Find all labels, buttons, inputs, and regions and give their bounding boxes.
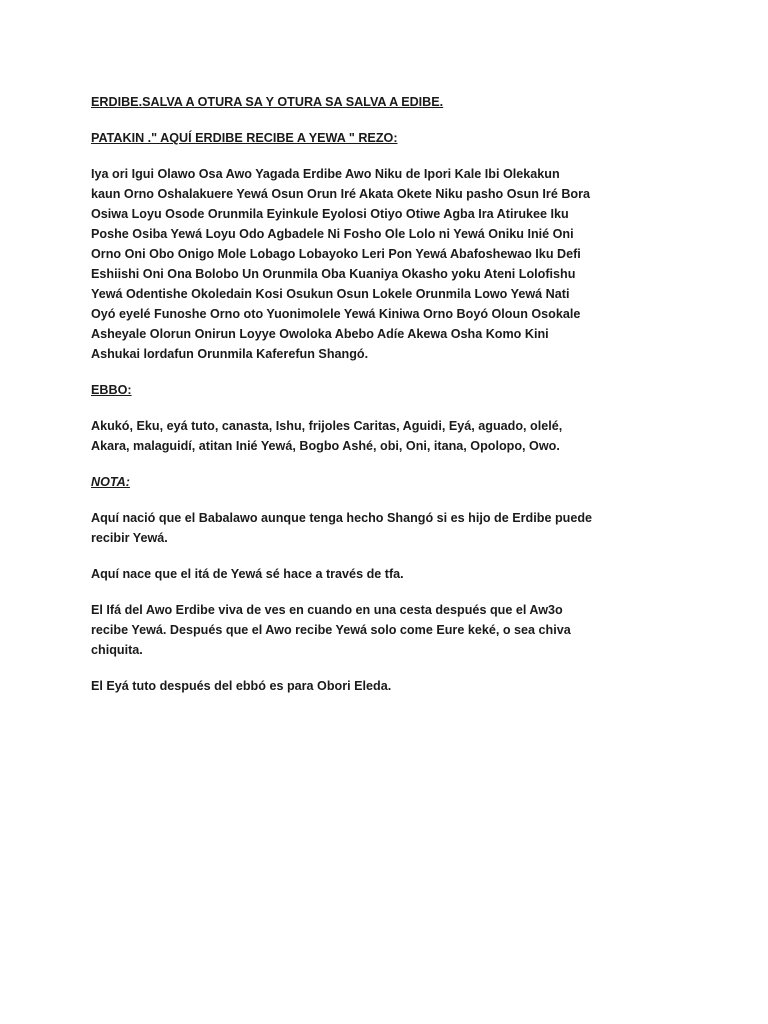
patakin-heading: PATAKIN ." AQUÍ ERDIBE RECIBE A YEWA " REZO: [91,131,398,145]
ebbo-line: Akara, malaguidí, atitan Inié Yewá, Bogbo Ashé, obi, Oni, itana, Opolopo, Owo. [91,439,560,453]
rezo-line: Eshiishi Oni Ona Bolobo Un Orunmila Oba Kuaniya Okasho yoku Ateni Lolofishu [91,267,576,281]
rezo-paragraph [91,164,691,364]
document-page [91,92,691,712]
nota-heading: NOTA: [91,475,130,489]
nota-line: chiquita. [91,643,143,657]
rezo-line: Asheyale Olorun Onirun Loyye Owoloka Abebo Adíe Akewa Osha Komo Kini [91,327,549,341]
rezo-line: Orno Oni Obo Onigo Mole Lobago Lobayoko Leri Pon Yewá Abafoshewao Iku Defi [91,247,581,261]
nota-line: Aquí nació que el Babalawo aunque tenga hecho Shangó si es hijo de Erdibe puede [91,511,593,525]
nota-paragraph [91,508,691,548]
rezo-line: Oyó eyelé Funoshe Orno oto Yuonimolele Yewá Kiniwa Orno Boyó Oloun Osokale [91,307,581,321]
ebbo-line: Akukó, Eku, eyá tuto, canasta, Ishu, frijoles Caritas, Aguidi, Eyá, aguado, olelé, [91,419,563,433]
nota-paragraph [91,676,691,696]
ebbo-heading: EBBO: [91,383,132,397]
rezo-line: kaun Orno Oshalakuere Yewá Osun Orun Iré Akata Okete Niku pasho Osun Iré Bora [91,187,591,201]
nota-line: recibir Yewá. [91,531,168,545]
rezo-line: Iya ori Igui Olawo Osa Awo Yagada Erdibe Awo Niku de Ipori Kale Ibi Olekakun [91,167,560,181]
ebbo-paragraph [91,416,691,456]
document-title: ERDIBE.SALVA A OTURA SA Y OTURA SA SALVA A EDIBE. [91,95,444,109]
nota-line: El Ifá del Awo Erdibe viva de ves en cuando en una cesta después que el Aw3o [91,603,563,617]
nota-line: El Eyá tuto después del ebbó es para Obori Eleda. [91,679,392,693]
rezo-line: Poshe Osiba Yewá Loyu Odo Agbadele Ni Fosho Ole Lolo ni Yewá Oniku Inié Oni [91,227,574,241]
rezo-line: Osiwa Loyu Osode Orunmila Eyinkule Eyolosi Otiyo Otiwe Agba Ira Atirukee Iku [91,207,569,221]
nota-line: recibe Yewá. Después que el Awo recibe Yewá solo come Eure keké, o sea chiva [91,623,571,637]
nota-paragraph [91,600,691,660]
nota-line: Aquí nace que el itá de Yewá sé hace a través de tfa. [91,567,404,581]
rezo-line: Ashukai lordafun Orunmila Kaferefun Shangó. [91,347,369,361]
nota-paragraph [91,564,691,584]
rezo-line: Yewá Odentishe Okoledain Kosi Osukun Osun Lokele Orunmila Lowo Yewá Nati [91,287,570,301]
